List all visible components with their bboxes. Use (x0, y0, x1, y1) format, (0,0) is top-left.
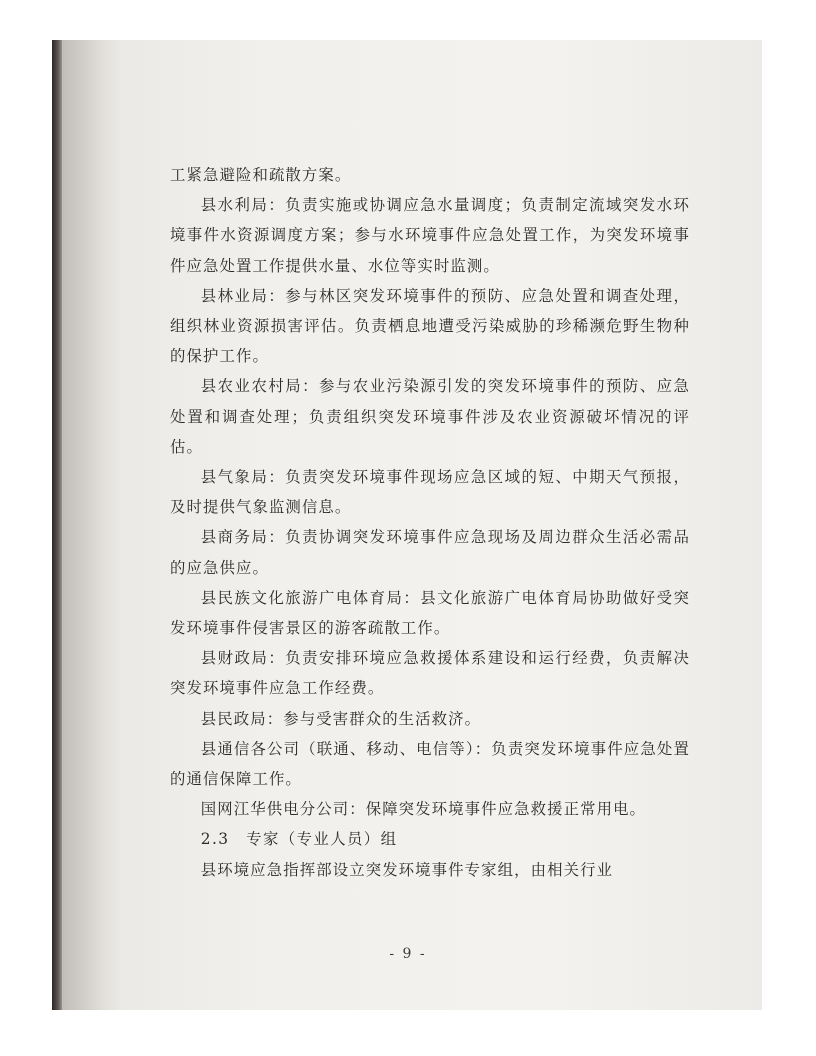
paragraph-culture-tourism-bureau: 县民族文化旅游广电体育局：县文化旅游广电体育局协助做好受突发环境事件侵害景区的游客疏散工作。 (170, 588, 690, 638)
paragraph-agriculture-bureau: 县农业农村局：参与农业污染源引发的突发环境事件的预防、应急处置和调查处理；负责组织突发环境事件涉及农业资源破坏情况的评估。 (170, 377, 690, 456)
paragraph-civil-affairs-bureau: 县民政局：参与受害群众的生活救济。 (200, 709, 482, 728)
page-number: - 9 - (389, 946, 427, 962)
section-heading-expert-group: 2.3 专家（专业人员）组 (200, 830, 398, 849)
paragraph-telecom-companies: 县通信各公司（联通、移动、电信等）：负责突发环境事件应急处置的通信保障工作。 (170, 739, 690, 789)
paragraph-forestry-bureau: 县林业局：参与林区突发环境事件的预防、应急处置和调查处理，组织林业资源损害评估。负责栖息地遭受污染威胁的珍稀濒危野生物种的保护工作。 (170, 286, 690, 366)
paragraph-continuation: 工紧急避险和疏散方案。 (170, 166, 352, 184)
paragraph-commerce-bureau: 县商务局：负责协调突发环境事件应急现场及周边群众生活必需品的应急供应。 (170, 528, 690, 577)
paragraph-finance-bureau: 县财政局：负责安排环境应急救援体系建设和运行经费，负责解决突发环境事件应急工作经费。 (170, 649, 690, 698)
paragraph-expert-group: 县环境应急指挥部设立突发环境事件专家组，由相关行业 (200, 860, 614, 879)
document-body (170, 160, 690, 885)
paragraph-meteorology-bureau: 县气象局：负责突发环境事件现场应急区域的短、中期天气预报，及时提供气象监测信息。 (170, 468, 690, 517)
fold-shadow (62, 40, 122, 1010)
binding-edge (52, 40, 62, 1010)
paragraph-power-supply: 国网江华供电分公司：保障突发环境事件应急救援正常用电。 (200, 800, 647, 819)
paragraph-water-bureau: 县水利局：负责实施或协调应急水量调度；负责制定流域突发水环境事件水资源调度方案；参与水环境事件应急处置工作，为突发环境事件应急处置工作提供水量、水位等实时监测。 (170, 196, 690, 275)
